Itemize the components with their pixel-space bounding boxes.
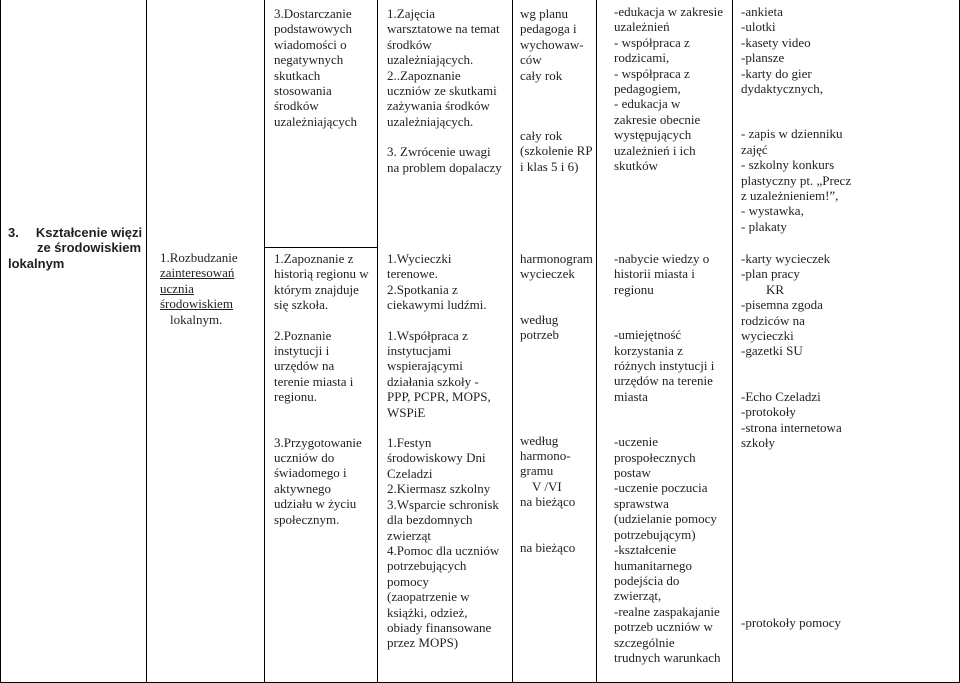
form-line: 4.Pomoc dla uczniów <box>387 542 500 558</box>
goal-line: zainteresowań <box>160 265 235 281</box>
form-line: 3. Zwrócenie uwagi <box>387 144 491 160</box>
form-line: środowiskowy Dni <box>387 450 486 466</box>
form-line: 2.Spotkania z <box>387 281 458 297</box>
term-line <box>520 282 593 297</box>
outcome-line <box>614 404 721 419</box>
outcome-line: potrzeb uczniów w <box>614 619 713 635</box>
term-line <box>520 403 593 418</box>
evidence-line: z uzależnieniem!”, <box>741 188 839 204</box>
outcome-line: -edukacja w zakresie <box>614 4 723 19</box>
term-line <box>520 297 593 312</box>
column-divider <box>512 0 513 683</box>
outcomes-block-2 <box>614 251 721 665</box>
evidence-line: -strona internetowa <box>741 419 842 435</box>
form-line: uzależniających. <box>387 52 474 68</box>
row-divider <box>264 247 377 248</box>
form-line: Czeladzi <box>387 465 433 481</box>
form-line: WSPiE <box>387 404 426 420</box>
task-line: uczniów do <box>274 450 335 466</box>
goal <box>160 250 238 327</box>
task-line <box>274 405 369 420</box>
term-line: wychowaw- <box>520 36 584 52</box>
form-line: 1.Współpraca z <box>387 327 468 343</box>
task-line: podstawowych <box>274 21 352 37</box>
evidence-line <box>741 525 842 540</box>
form-line: na problem dopalaczy <box>387 159 502 175</box>
evidence-line: -Echo Czeladzi <box>741 388 821 404</box>
term-line <box>520 113 593 128</box>
evidence-line: dydaktycznych, <box>741 81 823 97</box>
form-line: warsztatowe na temat <box>387 21 500 37</box>
task-line: historią regionu w <box>274 266 369 282</box>
task-block-2 <box>274 251 369 527</box>
term-line: na bieżąco <box>520 539 576 555</box>
evidence-block-1 <box>741 4 851 234</box>
evidence-line: -karty do gier <box>741 65 812 81</box>
form-line: 2..Zapoznanie <box>387 67 461 83</box>
term-line: wycieczek <box>520 266 575 282</box>
outcome-line: pedagogiem, <box>614 81 681 97</box>
terms-block-1 <box>520 6 593 174</box>
form-line: uzależniających. <box>387 113 474 129</box>
form-line: obiady finansowane <box>387 619 492 635</box>
evidence-line: -pisemna zgoda <box>741 297 823 313</box>
outcome-line: miasta <box>614 388 648 404</box>
forms-block-1 <box>387 6 502 175</box>
form-line: terenowe. <box>387 266 438 282</box>
evidence-line: -gazetki SU <box>741 343 803 359</box>
evidence-line: KR <box>766 281 785 297</box>
column-divider <box>264 0 265 683</box>
outcome-line: -uczenie <box>614 434 659 450</box>
outcome-line: podejścia do <box>614 572 680 588</box>
evidence-line <box>741 465 842 480</box>
evidence-line <box>741 374 842 389</box>
outcome-line <box>614 312 721 327</box>
evidence-line: -protokoły <box>741 404 796 420</box>
term-line: potrzeb <box>520 327 559 343</box>
term-line: harmono- <box>520 448 571 464</box>
task-line: terenie miasta i <box>274 373 354 389</box>
task-line: wiadomości o <box>274 36 347 52</box>
term-line: cały rok <box>520 128 563 144</box>
forms-block-2 <box>387 251 499 651</box>
form-line: 1.Zajęcia <box>387 6 435 21</box>
term-line: gramu <box>520 463 554 479</box>
outcome-line: skutków <box>614 158 659 174</box>
outcome-line: występujących <box>614 127 692 143</box>
task-line: 2.Poznanie <box>274 327 332 343</box>
outcome-line: - edukacja w <box>614 96 681 112</box>
evidence-line: -plansze <box>741 50 785 66</box>
section-title-line: ze środowiskiem <box>36 240 142 256</box>
form-line: ciekawymi ludźmi. <box>387 297 487 313</box>
outcome-line <box>614 419 721 434</box>
outcome-line: sprawstwa <box>614 495 669 511</box>
form-line: PPP, PCPR, MOPS, <box>387 389 491 405</box>
evidence-line: -ulotki <box>741 19 776 35</box>
evidence-line: - szkolny konkurs <box>741 157 835 173</box>
section-title-line: lokalnym <box>8 255 65 271</box>
term-line <box>520 343 593 358</box>
task-line: świadomego i <box>274 465 347 481</box>
outcome-line: humanitarnego <box>614 557 692 573</box>
term-line: cały rok <box>520 67 563 83</box>
form-line: 1.Festyn <box>387 435 432 451</box>
outcome-line: -nabycie wiedzy o <box>614 251 710 266</box>
column-divider <box>596 0 597 683</box>
task-line: się szkoła. <box>274 297 329 313</box>
outcome-line: -kształcenie <box>614 542 677 558</box>
term-line: według <box>520 432 559 448</box>
task-line: 3.Przygotowanie <box>274 434 362 450</box>
task-line: którym znajduje <box>274 281 359 297</box>
evidence-line <box>741 600 842 615</box>
term-line <box>520 418 593 433</box>
goal-line: 1.Rozbudzanie <box>160 250 238 265</box>
outcome-line: zakresie obecnie <box>614 111 701 127</box>
evidence-line <box>741 570 842 585</box>
term-line <box>520 83 593 98</box>
evidence-line: plastyczny pt. „Precz <box>741 172 852 188</box>
term-line: i klas 5 i 6) <box>520 158 579 174</box>
form-line <box>387 129 502 144</box>
evidence-line <box>741 585 842 600</box>
section-number: 3. <box>8 225 19 240</box>
outcome-line: uzależnień <box>614 19 670 35</box>
form-line: (zaopatrzenie w <box>387 589 470 605</box>
outcome-line: zwierząt, <box>614 588 662 604</box>
task-line <box>274 420 369 435</box>
task-line: społecznym. <box>274 511 340 527</box>
form-line: 1.Wycieczki <box>387 251 452 266</box>
form-line: wspierającymi <box>387 358 463 374</box>
outcome-line: -realne zaspakajanie <box>614 603 720 619</box>
form-line: środków <box>387 36 432 52</box>
term-line <box>520 510 593 525</box>
outcome-line: -uczenie poczucia <box>614 480 708 496</box>
outcome-line: prospołecznych <box>614 449 696 465</box>
term-line: (szkolenie RP <box>520 143 593 159</box>
task-block-1 <box>274 6 357 129</box>
term-line <box>520 358 593 373</box>
outcome-line: potrzebującym) <box>614 526 696 542</box>
form-line: przez MOPS) <box>387 635 459 651</box>
evidence-line <box>741 480 842 495</box>
form-line: dla bezdomnych <box>387 512 473 528</box>
task-line: negatywnych <box>274 52 344 68</box>
outcome-line: regionu <box>614 281 654 297</box>
task-line: 3.Dostarczanie <box>274 6 352 21</box>
outcome-line: (udzielanie pomocy <box>614 511 717 527</box>
outcome-line: - współpraca z <box>614 34 690 50</box>
evidence-line: - wystawka, <box>741 203 804 219</box>
task-line: aktywnego <box>274 480 332 496</box>
evidence-line: -kasety video <box>741 34 811 50</box>
task-line: regionu. <box>274 389 317 405</box>
term-line: na bieżąco <box>520 494 576 510</box>
evidence-line: - zapis w dzienniku <box>741 126 843 142</box>
goal-line: lokalnym. <box>170 311 223 327</box>
evidence-line <box>741 495 842 510</box>
evidence-line: -karty wycieczek <box>741 251 831 266</box>
term-line: ców <box>520 52 542 68</box>
evidence-line <box>741 359 842 374</box>
outcome-line: różnych instytucji i <box>614 358 715 374</box>
task-line: środków <box>274 98 319 114</box>
outcome-line: rodzicami, <box>614 50 670 66</box>
outcome-line: -umiejętność <box>614 327 682 343</box>
outcome-line: uzależnień i ich <box>614 142 696 158</box>
term-line <box>520 388 593 403</box>
form-line: działania szkoły - <box>387 373 479 389</box>
task-line: instytucji i <box>274 343 330 359</box>
task-line: stosowania <box>274 83 332 99</box>
column-divider <box>146 0 147 683</box>
evidence-line: rodziców na <box>741 312 805 328</box>
evidence-line: szkoły <box>741 435 775 451</box>
evidence-line: - plakaty <box>741 218 787 234</box>
term-line <box>520 525 593 540</box>
evidence-line <box>741 111 851 126</box>
term-line <box>520 98 593 113</box>
outcome-line: trudnych warunkach <box>614 649 721 665</box>
term-line: wg planu <box>520 6 569 21</box>
goal-line: środowiskiem <box>160 296 233 312</box>
outcome-line: postaw <box>614 465 651 481</box>
form-line: instytucjami <box>387 343 452 359</box>
section-title-line: Kształcenie więzi <box>35 225 143 240</box>
evidence-line: wycieczki <box>741 328 794 344</box>
column-divider <box>377 0 378 683</box>
outcomes-block-1 <box>614 4 723 173</box>
task-line: 1.Zapoznanie z <box>274 251 354 266</box>
evidence-block-2 <box>741 251 842 631</box>
term-line: według <box>520 311 559 327</box>
evidence-line: -ankieta <box>741 4 783 19</box>
form-line: uczniów ze skutkami <box>387 83 497 99</box>
form-line: 2.Kiermasz szkolny <box>387 481 491 497</box>
term-line: V /VI <box>532 478 562 494</box>
evidence-line: -protokoły pomocy <box>741 615 842 631</box>
outcome-line: szczególnie <box>614 634 675 650</box>
evidence-line: -plan pracy <box>741 266 800 282</box>
column-divider <box>732 0 733 683</box>
evidence-line <box>741 96 851 111</box>
form-line: pomocy <box>387 573 429 589</box>
task-line: uzależniających <box>274 113 357 129</box>
task-line: urzędów na <box>274 358 335 374</box>
form-line: zwierząt <box>387 527 432 543</box>
term-line <box>520 373 593 388</box>
form-line: książki, odzież, <box>387 604 468 620</box>
outcome-line <box>614 297 721 312</box>
form-line: potrzebujących <box>387 558 467 574</box>
outcome-line: historii miasta i <box>614 266 695 282</box>
table-border-left <box>0 0 1 683</box>
form-line <box>387 420 499 435</box>
task-line: udziału w życiu <box>274 496 357 512</box>
evidence-line <box>741 510 842 525</box>
term-line: harmonogram <box>520 251 593 266</box>
term-line: pedagoga i <box>520 21 577 37</box>
task-line: skutkach <box>274 67 321 83</box>
goal-line: ucznia <box>160 280 194 296</box>
evidence-line <box>741 450 842 465</box>
form-line: zażywania środków <box>387 98 490 114</box>
outcome-line: - współpraca z <box>614 65 690 81</box>
outcome-line: urzędów na terenie <box>614 373 713 389</box>
outcome-line: korzystania z <box>614 342 683 358</box>
terms-block-2 <box>520 251 593 555</box>
form-line <box>387 313 499 328</box>
task-line <box>274 313 369 328</box>
evidence-line <box>741 555 842 570</box>
form-line: 3.Wsparcie schronisk <box>387 496 499 512</box>
evidence-line: zajęć <box>741 141 768 157</box>
evidence-line <box>741 540 842 555</box>
